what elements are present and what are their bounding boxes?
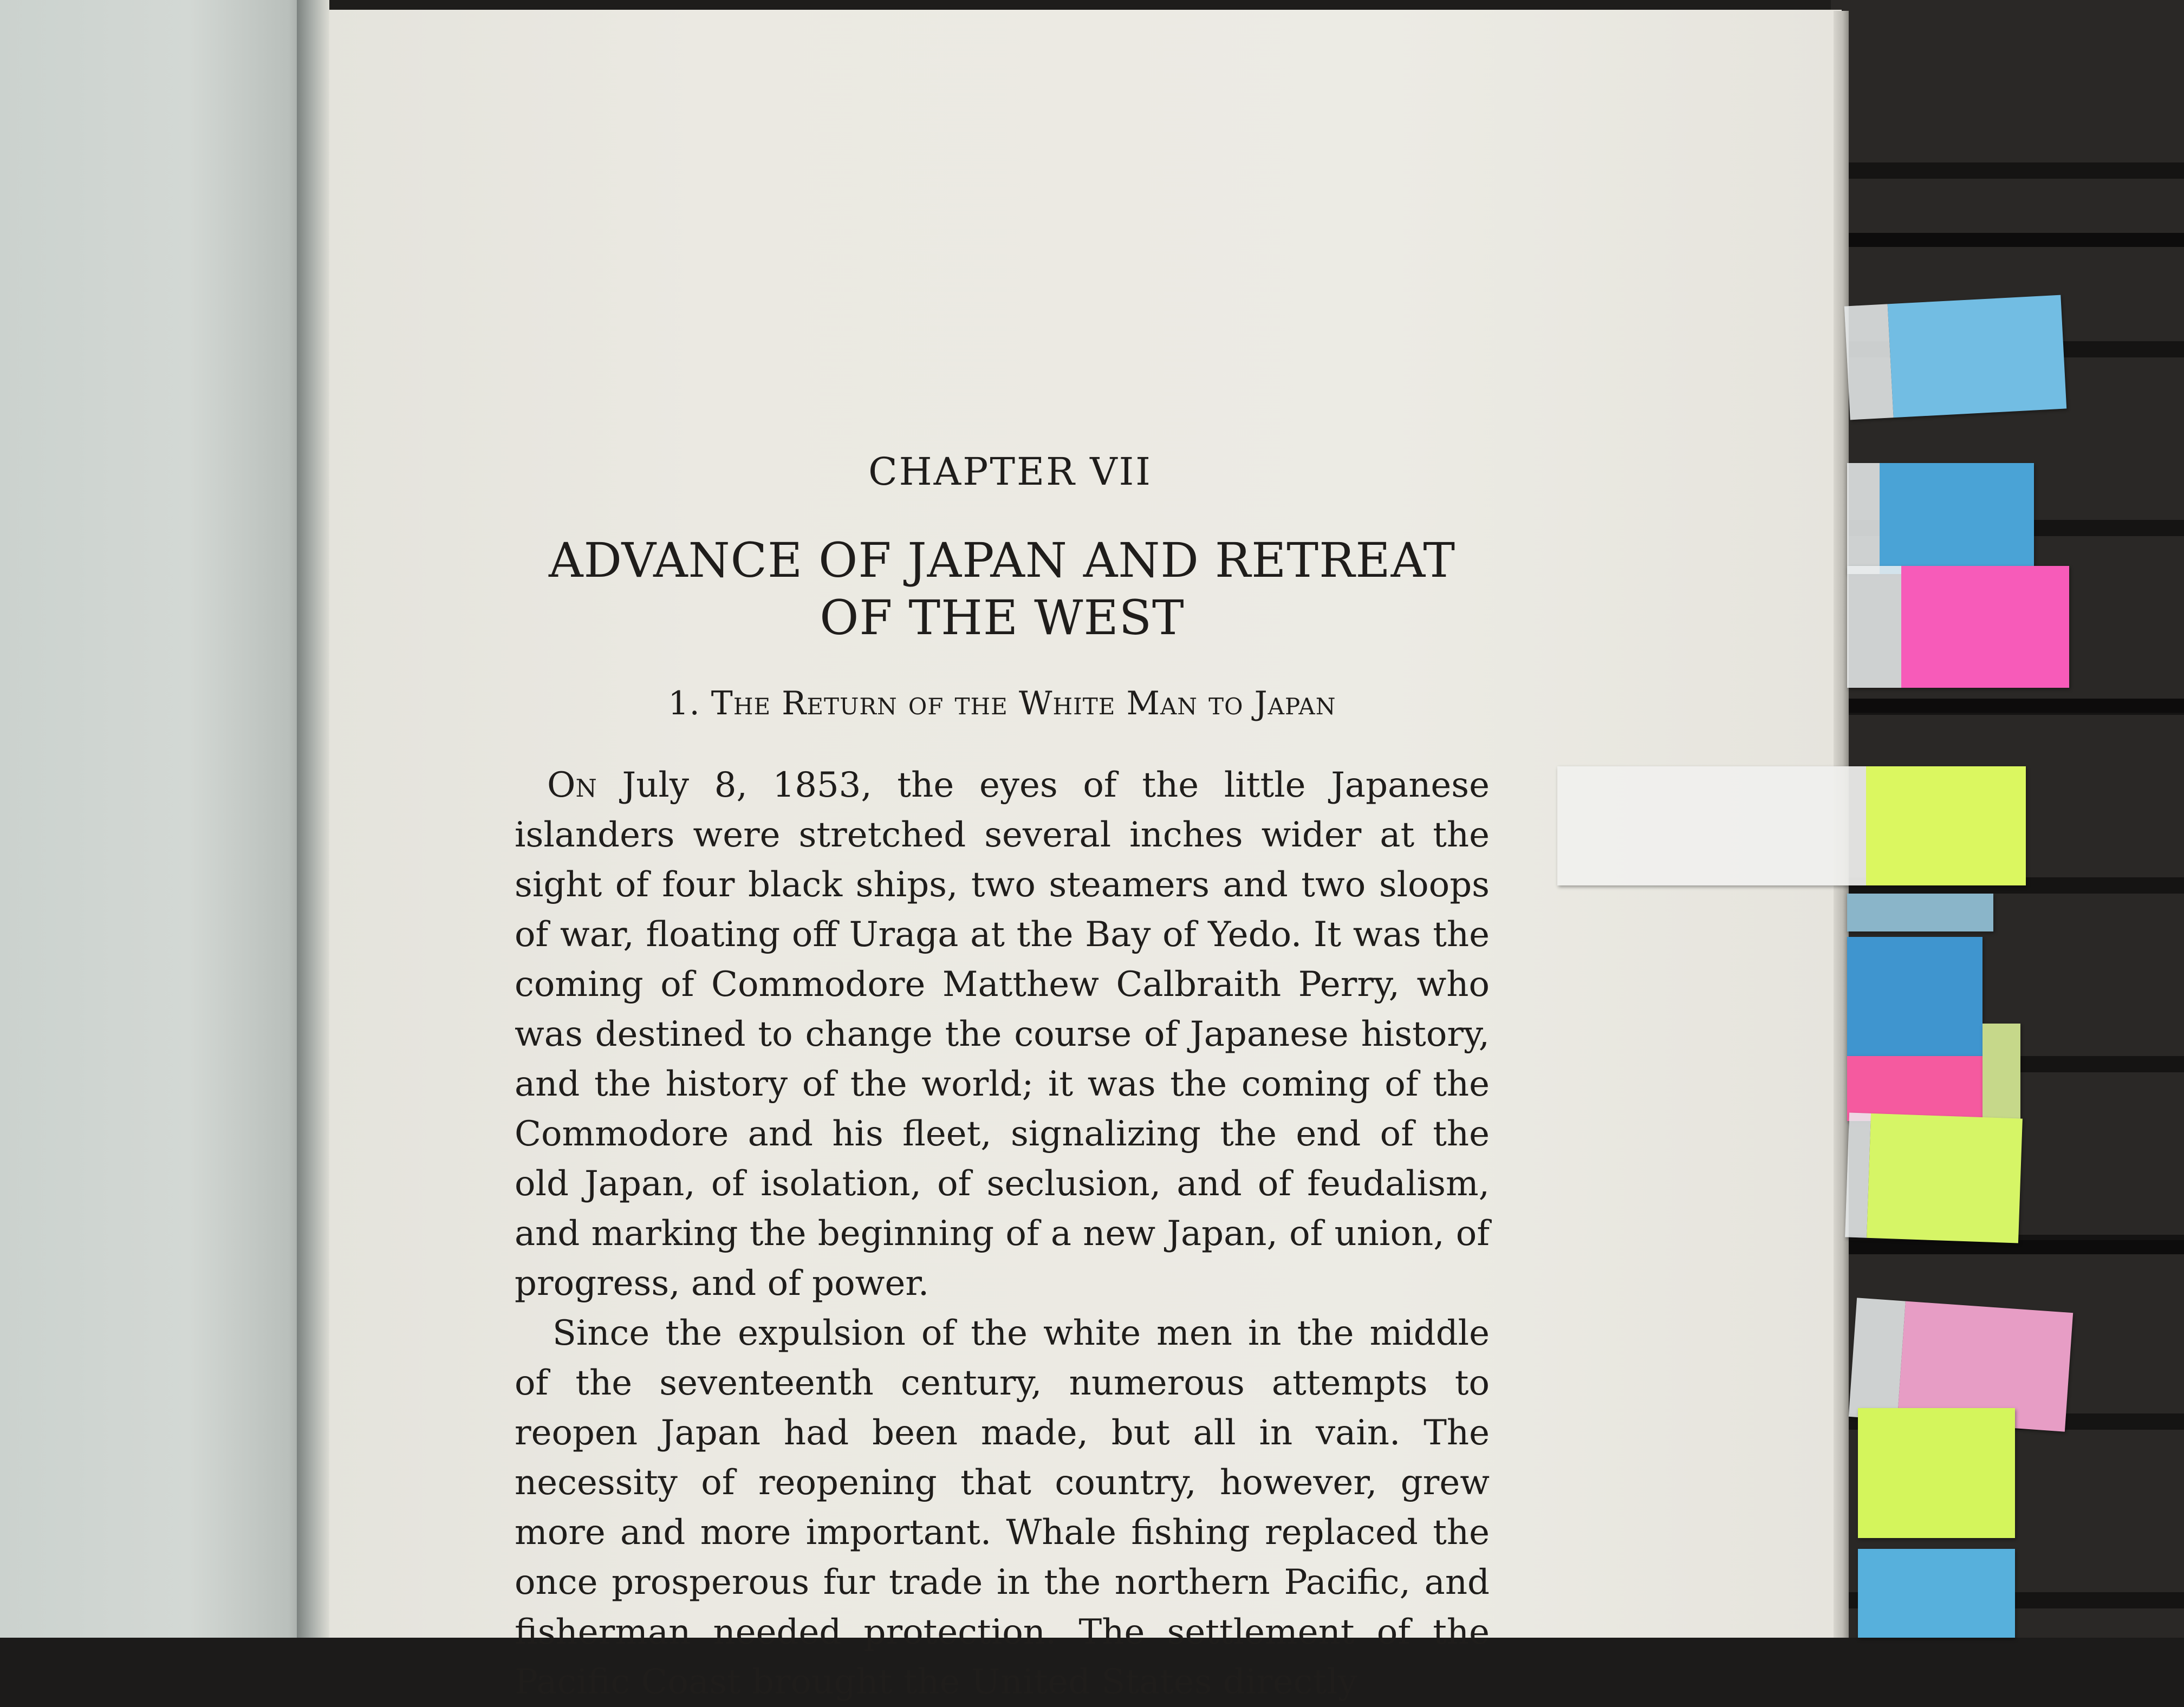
section-heading: 1. The Return of the White Man to Japan xyxy=(668,685,1336,722)
sticky-flag-olive xyxy=(1982,1024,2020,1121)
paragraph-1-body: July 8, 1853, the eyes of the little Japanese islanders were stretched several inches wider at the sight of four black ships, two steamers and two sloops of war, floating off Uraga at the Bay of Yedo. It was the coming of Commodore Matthew Calbraith Perry, who was destined to change the course of Japanese history, and the history of the world; it was the coming of the Commodore and his fleet, signalizing the end of the old Japan, of isolation, of seclusion, and of feudalism, and marking the beginning of a new Japan, of union, of progress, and of power. xyxy=(515,765,1490,1304)
sticky-flag-lime-3 xyxy=(1858,1408,2015,1538)
paragraph-2: Since the expulsion of the white men in the middle of the seventeenth century, numerous attempts to reopen Japan had been made, but all in vain. The necessity of reopening that country, however, grew more and more important. Whale fishing replaced the once prosperous fur trade in the northern Pacific, and fisherman needed protection. The settlement of the Pacific Coast brought the United States directly xyxy=(515,1313,1490,1702)
table-plank-gap xyxy=(1831,233,2184,247)
table-plank-gap xyxy=(1831,699,2184,713)
left-page-blank xyxy=(0,0,314,1638)
sticky-flag-blue-2 xyxy=(1847,463,2034,574)
page-text-block xyxy=(515,449,1490,1707)
sticky-flag-pink-1 xyxy=(1847,566,2069,688)
sticky-flag-lime-2 xyxy=(1845,1112,2023,1243)
chapter-title xyxy=(515,532,1490,647)
chapter-title-line-2: OF THE WEST xyxy=(820,590,1185,646)
paragraph-1-lead: On xyxy=(547,765,597,805)
sticky-flag-blue-3 xyxy=(1847,937,1982,1056)
sticky-flag-teal-strip xyxy=(1847,894,1993,931)
sticky-flag-lime-long xyxy=(1557,766,2026,885)
sticky-flag-pink-2 xyxy=(1847,1056,1982,1121)
sticky-flag-blue-top xyxy=(1844,295,2066,420)
paragraph-1 xyxy=(515,760,1490,1308)
book-gutter xyxy=(297,0,329,1638)
chapter-title-line-1: ADVANCE OF JAPAN AND RETREAT xyxy=(548,532,1456,588)
chapter-number: CHAPTER VII xyxy=(868,449,1152,494)
sticky-flag-blue-bottom xyxy=(1858,1549,2015,1638)
